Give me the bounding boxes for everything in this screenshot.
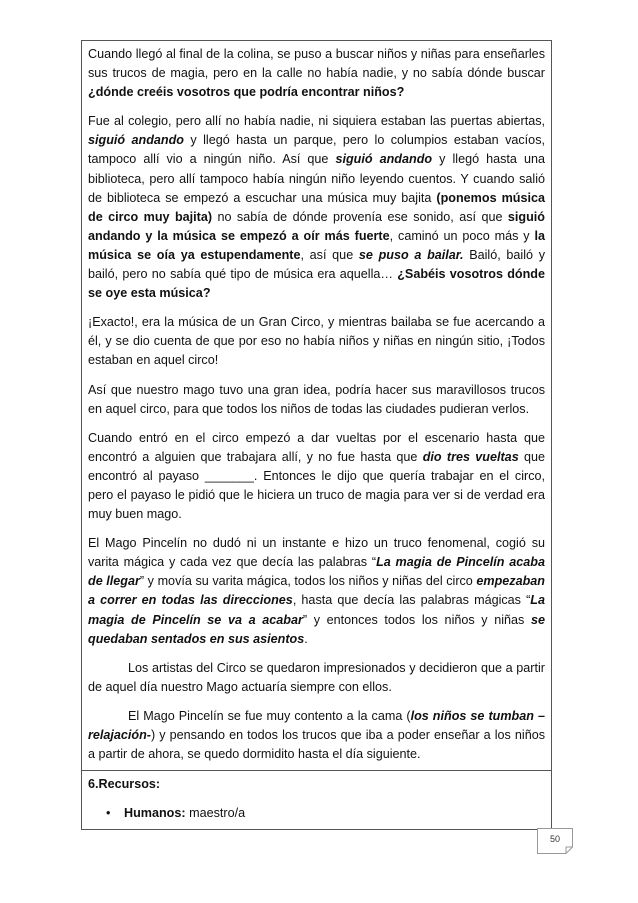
text-run: ¿Sabéis vosotros dónde se oye esta música? xyxy=(88,267,545,301)
text-run: siguió andando xyxy=(335,152,433,167)
resources-cell xyxy=(82,771,551,829)
text-run: El Mago Pincelín se fue muy contento a la cama ( xyxy=(128,708,411,723)
page-number: 50 xyxy=(549,834,560,844)
page-number-badge xyxy=(537,828,577,854)
story-paragraph xyxy=(88,707,545,764)
text-run: dio tres vueltas xyxy=(422,449,519,464)
text-run: Así que nuestro mago tuvo una gran idea, podría hacer sus maravillosos trucos en aquel circo, para que todos los niños de todas las ciudades pudieran verlos. xyxy=(88,382,545,416)
story-cell xyxy=(82,41,551,771)
text-run: Los artistas del Circo se quedaron impresionados y decidieron que a partir de aquel día nuestro Mago actuaría siempre con ellos. xyxy=(88,660,545,694)
text-run: ) y pensando en todos los trucos que iba a poder enseñar a los niños a partir de ahora, se quedo dormidito hasta el día siguiente. xyxy=(88,728,545,762)
text-run: y llegó hasta una biblioteca, pero allí tampoco había ningún niño leyendo cuentos. Y cuando salió de biblioteca se empezó a escuchar una música muy bajita xyxy=(88,152,545,205)
text-run: Cuando llegó al final de la colina, se puso a buscar niños y niñas para enseñarles sus trucos de magia, pero en la calle no había nadie, y no sabía dónde buscar xyxy=(88,47,545,81)
text-run: (ponemos música de circo muy bajita) xyxy=(88,190,545,224)
text-run: Cuando entró en el circo empezó a dar vueltas por el escenario hasta que encontró a alguien que trabajara allí, y no fue hasta que xyxy=(88,430,545,464)
text-run: . xyxy=(304,631,308,646)
resource-label: Humanos: xyxy=(124,806,186,821)
text-run: empezaban a correr en todas las direcciones xyxy=(88,574,545,608)
text-run: siguió andando y la música se empezó a oír más fuerte xyxy=(88,209,545,243)
resources-title: 6.Recursos: xyxy=(88,777,161,792)
text-run: , hasta que decía las palabras mágicas “ xyxy=(292,593,531,608)
text-run: y llegó hasta un parque, pero lo columpios estaban vacíos, tampoco allí vio a ningún niño. Así que xyxy=(88,133,545,167)
story-paragraph xyxy=(88,45,545,102)
text-run: la música se oía ya estupendamente xyxy=(88,228,546,262)
text-run: ¿dónde creéis vosotros que podría encontrar niños? xyxy=(88,85,405,100)
story-paragraph xyxy=(88,381,545,419)
text-run: se puso a bailar. xyxy=(358,247,464,262)
text-run: ¡Exacto!, era la música de un Gran Circo, y mientras bailaba se fue acercando a él, y se dio cuenta de que por eso no había niños y niñas en ningún sitio, ¡Todos estaban en aquel circo! xyxy=(88,315,545,368)
lesson-table xyxy=(81,40,552,830)
text-run: El Mago Pincelín no dudó ni un instante e hizo un truco fenomenal, cogió su varita mágica y cada vez que decía las palabras “ xyxy=(88,536,545,570)
text-run: no sabía de dónde provenía ese sonido, así que xyxy=(212,209,508,224)
text-run: ” y movía su varita mágica, todos los niños y niñas del circo xyxy=(139,574,477,589)
story-paragraph xyxy=(88,534,545,649)
text-run: que encontró al payaso _______. Entonces le dijo que quería trabajar en el circo, pero el payaso le pidió que le hiciera un truco de magia para ver si de verdad era muy buen mago. xyxy=(88,449,546,522)
text-run: ” y entonces todos los niños y niñas xyxy=(302,612,531,627)
text-run: , así que xyxy=(300,247,359,262)
story-paragraph xyxy=(88,659,545,697)
text-run: La magia de Pincelín acaba de llegar xyxy=(88,555,545,589)
text-run: se quedaban sentados en sus asientos xyxy=(88,612,546,646)
story-paragraph xyxy=(88,429,545,524)
text-run: Fue al colegio, pero allí no había nadie, ni siquiera estaban las puertas abiertas, xyxy=(88,114,545,129)
text-run: La magia de Pincelín se va a acabar xyxy=(88,593,545,627)
text-run: los niños se tumban –relajación- xyxy=(88,708,545,742)
resource-value: maestro/a xyxy=(185,806,246,821)
story-paragraph xyxy=(88,112,545,303)
resources-list xyxy=(88,804,545,823)
story-paragraph xyxy=(88,313,545,370)
text-run: , caminó un poco más y xyxy=(389,228,535,243)
text-run: Bailó, bailó y bailó, pero no sabía qué tipo de música era aquella… xyxy=(88,247,546,282)
text-run: siguió andando xyxy=(88,133,184,148)
resource-item xyxy=(106,804,545,823)
